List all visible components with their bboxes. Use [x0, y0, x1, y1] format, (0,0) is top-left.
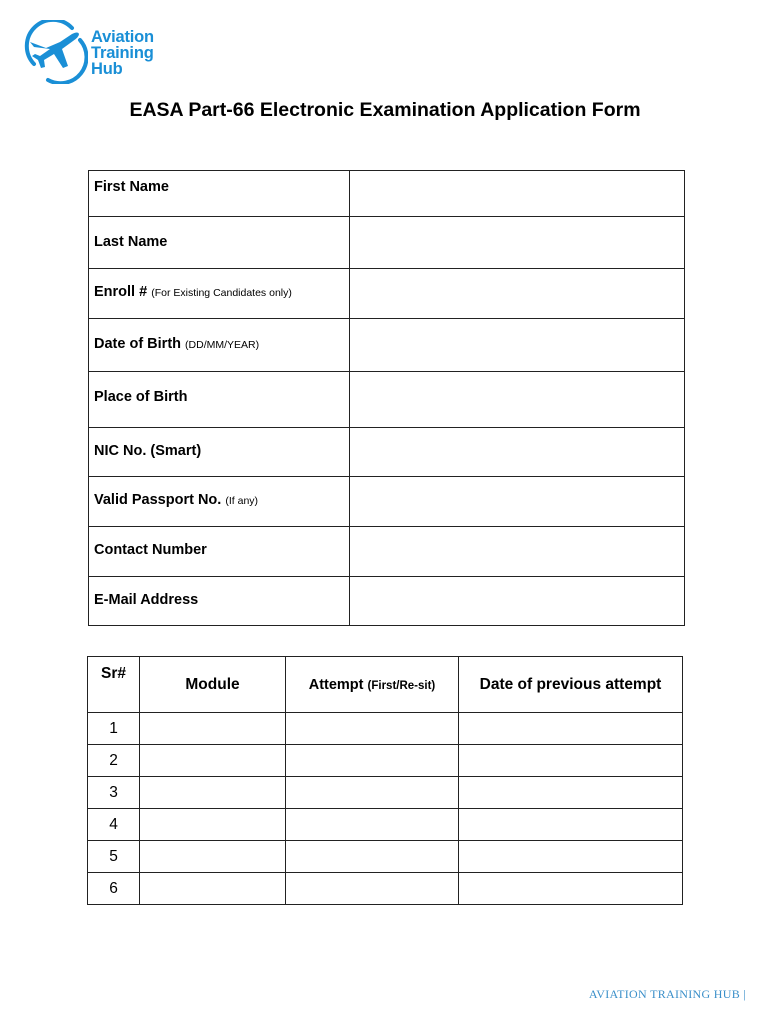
modules-table-header [88, 657, 683, 713]
table-row [88, 777, 683, 809]
field-row-passport [89, 477, 685, 527]
page-title: EASA Part-66 Electronic Examination Application Form [129, 99, 641, 121]
field-note: (For Existing Candidates only) [151, 287, 292, 299]
attempt-cell[interactable] [286, 809, 459, 841]
sr-cell: 5 [88, 841, 140, 873]
date-cell[interactable] [459, 713, 683, 745]
sr-column-header: Sr# [88, 657, 140, 713]
module-cell[interactable] [140, 873, 286, 905]
field-note: (DD/MM/YEAR) [185, 339, 260, 351]
module-column-header: Module [140, 657, 286, 713]
table-row [88, 809, 683, 841]
field-label: First Name [89, 171, 350, 217]
module-cell[interactable] [140, 713, 286, 745]
sr-cell: 2 [88, 745, 140, 777]
passport-number-field[interactable] [350, 477, 685, 527]
date-cell[interactable] [459, 745, 683, 777]
applicant-info-table [88, 170, 685, 626]
attempt-cell[interactable] [286, 713, 459, 745]
sr-cell: 6 [88, 873, 140, 905]
first-name-field[interactable] [350, 171, 685, 217]
place-of-birth-field[interactable] [350, 372, 685, 428]
nic-number-field[interactable] [350, 428, 685, 477]
table-row [88, 713, 683, 745]
field-label: Contact Number [89, 527, 350, 577]
date-cell[interactable] [459, 873, 683, 905]
date-cell[interactable] [459, 809, 683, 841]
page-footer: AVIATION TRAINING HUB | [588, 987, 746, 1001]
field-label: Place of Birth [89, 372, 350, 428]
date-cell[interactable] [459, 777, 683, 809]
attempt-cell[interactable] [286, 873, 459, 905]
field-label: Valid Passport No. (If any) [89, 477, 350, 527]
contact-number-field[interactable] [350, 527, 685, 577]
enroll-number-field[interactable] [350, 269, 685, 319]
attempt-cell[interactable] [286, 841, 459, 873]
attempt-cell[interactable] [286, 745, 459, 777]
attempt-column-header: Attempt (First/Re-sit) [286, 657, 459, 713]
field-note: (If any) [225, 495, 259, 507]
sr-cell: 4 [88, 809, 140, 841]
logo-line-3: Hub [91, 60, 123, 78]
last-name-field[interactable] [350, 217, 685, 269]
field-row-contact [89, 527, 685, 577]
field-label: NIC No. (Smart) [89, 428, 350, 477]
logo-line-2: Training [91, 44, 154, 62]
email-address-field[interactable] [350, 577, 685, 626]
field-row-dob [89, 319, 685, 372]
field-label: Enroll # (For Existing Candidates only) [89, 269, 350, 319]
attempt-cell[interactable] [286, 777, 459, 809]
field-row-nic [89, 428, 685, 477]
field-label: Last Name [89, 217, 350, 269]
table-row [88, 745, 683, 777]
sr-cell: 3 [88, 777, 140, 809]
field-row-email [89, 577, 685, 626]
airplane-globe-icon [24, 20, 88, 84]
field-row-place-of-birth [89, 372, 685, 428]
field-row-last-name [89, 217, 685, 269]
field-row-first-name [89, 171, 685, 217]
date-column-header: Date of previous attempt [459, 657, 683, 713]
logo-wordmark [91, 29, 154, 77]
module-cell[interactable] [140, 777, 286, 809]
module-cell[interactable] [140, 745, 286, 777]
table-row [88, 841, 683, 873]
date-of-birth-field[interactable] [350, 319, 685, 372]
table-row [88, 873, 683, 905]
sr-cell: 1 [88, 713, 140, 745]
modules-table [87, 656, 683, 905]
attempt-note: (First/Re-sit) [367, 679, 436, 692]
module-cell[interactable] [140, 841, 286, 873]
date-cell[interactable] [459, 841, 683, 873]
logo-line-1: Aviation [91, 28, 154, 46]
logo [24, 20, 164, 86]
field-label: Date of Birth (DD/MM/YEAR) [89, 319, 350, 372]
field-label: E-Mail Address [89, 577, 350, 626]
field-row-enroll [89, 269, 685, 319]
module-cell[interactable] [140, 809, 286, 841]
